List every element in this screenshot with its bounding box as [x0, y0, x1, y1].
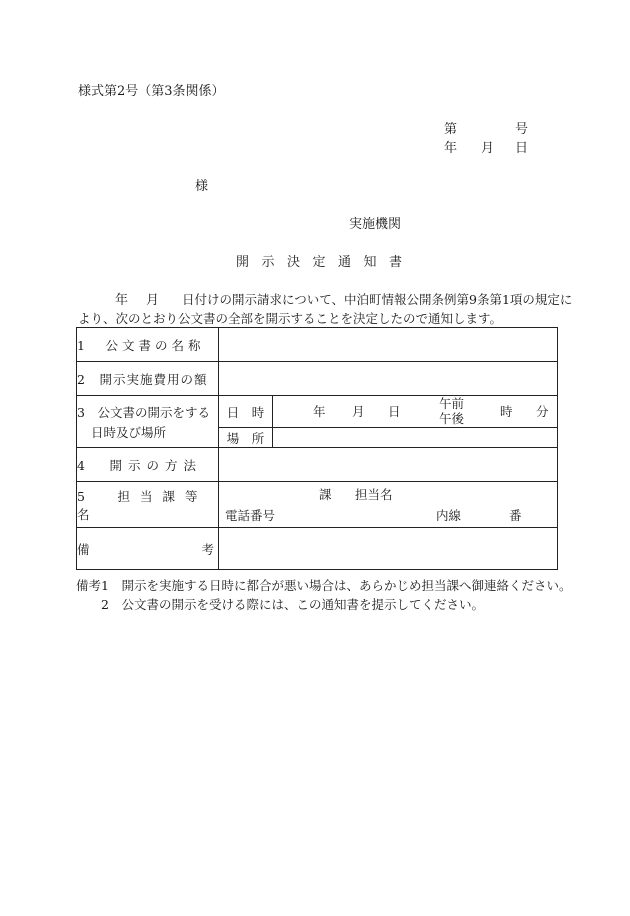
- remarks-label-char-2: 考: [201, 541, 214, 557]
- row-method: [77, 448, 558, 482]
- intro-month: 月: [146, 293, 160, 308]
- form-number: 様式第2号（第3条関係）: [78, 84, 225, 99]
- dt-am: 午前: [439, 396, 465, 411]
- place-field[interactable]: [273, 428, 558, 448]
- date-month: 月: [481, 141, 495, 156]
- phone-label: 電話番号: [225, 508, 276, 523]
- doc-number-prefix: 第: [444, 122, 458, 137]
- date-year: 年: [444, 141, 458, 156]
- method-label: 4 開示の方法: [77, 448, 219, 482]
- intro-line-2: より、次のとおり公文書の全部を開示することを決定したので通知します。: [78, 311, 503, 326]
- extension-suffix: 番: [509, 508, 522, 523]
- row-remarks: [77, 528, 558, 570]
- department-field[interactable]: [219, 482, 558, 528]
- dept-suffix: 課: [319, 487, 332, 502]
- dt-day: 日: [388, 404, 401, 419]
- person-in-charge-label: 担当名: [355, 487, 393, 502]
- notice-table: [76, 327, 558, 570]
- dt-year: 年: [313, 404, 326, 419]
- datetime-place-label: 3 公文書の開示をする 日時及び場所: [77, 396, 219, 448]
- fee-field[interactable]: [219, 362, 558, 396]
- dt-hour: 時: [500, 404, 513, 419]
- datetime-label: 日 時: [219, 396, 273, 428]
- note-2: 2 公文書の開示を受ける際には、この通知書を提示してください。: [101, 597, 484, 612]
- note-1: 備考1 開示を実施する日時に都合が悪い場合は、あらかじめ担当課へ御連絡ください。: [76, 578, 572, 593]
- dt-pm: 午後: [439, 411, 465, 426]
- department-label: 5 担当課等名: [77, 482, 219, 528]
- intro-line-1: 日付けの開示請求について、中泊町情報公開条例第9条第1項の規定に: [182, 292, 573, 307]
- remarks-field[interactable]: [219, 528, 558, 570]
- document-title: 開示決定通知書: [236, 255, 415, 270]
- extension-label: 内線: [436, 508, 462, 523]
- intro-year: 年: [115, 293, 129, 308]
- dt-month: 月: [352, 404, 365, 419]
- date-day: 日: [515, 141, 529, 156]
- datetime-field[interactable]: [273, 396, 558, 428]
- row-fee: [77, 362, 558, 396]
- remarks-label-char-1: 備: [77, 541, 90, 557]
- addressee-suffix: 様: [195, 179, 209, 194]
- remarks-label: [77, 528, 219, 570]
- row-department: [77, 482, 558, 528]
- document-name-label: 1 公文書の名称: [77, 328, 219, 362]
- row-datetime: [77, 396, 558, 428]
- fee-label: 2 開示実施費用の額: [77, 362, 219, 396]
- method-field[interactable]: [219, 448, 558, 482]
- document-name-field[interactable]: [219, 328, 558, 362]
- row-document-name: [77, 328, 558, 362]
- place-label: 場 所: [219, 428, 273, 448]
- dt-minute: 分: [536, 404, 549, 419]
- doc-number-suffix: 号: [515, 122, 529, 137]
- issuer-name: 実施機関: [349, 217, 402, 232]
